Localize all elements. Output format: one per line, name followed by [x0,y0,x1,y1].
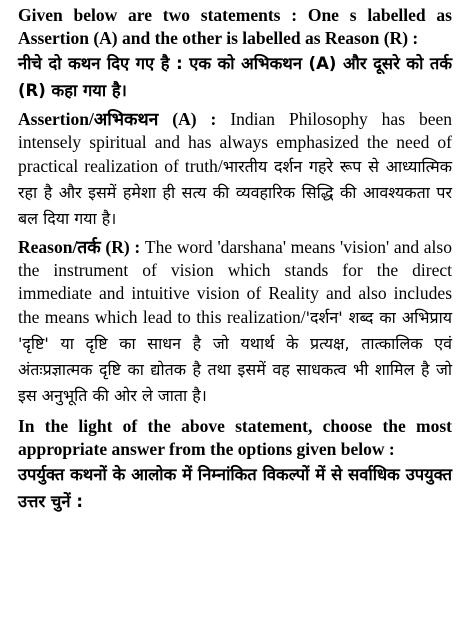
reason-hindi: 'दर्शन' शब्द का अभिप्राय 'दृष्टि' या दृष्टि का साधन है जो यथार्थ के प्रत्यक्ष, तात्कालिक एवं अंतःप्रज्ञात्मक दृष्टि का द्योतक है तथा इसमें वह साधकत्व भी शामिल है जो इस अनुभूति की ओर ले जाता है। [18,308,453,405]
assertion-hindi: भारतीय दर्शन गहरे रूप से आध्यात्मिक रहा है और इसमें हमेशा ही सत्य की व्यवहारिक सिद्धि की आवश्यकता पर बल दिया गया है। [18,157,452,228]
reason-label: Reason/तर्क (R) : [18,237,141,257]
reason-statement [18,236,452,409]
intro-english: Given below are two statements : One s labelled as Assertion (A) and the other is labelled as Reason (R) : [18,5,452,48]
assertion-english: Indian Philosophy has been intensely spiritual and has always emphasized the need of practical realization of truth/ [18,109,452,176]
question-hindi: उपर्युक्त कथनों के आलोक में निम्नांकित विकल्पों में से सर्वाधिक उपयुक्त उत्तर चुनें : [18,465,452,511]
question-document [18,4,452,515]
assertion-label: Assertion/अभिकथन (A) : [18,109,217,129]
reason-english: The word 'darshana' means 'vision' and also the instrument of vision which stands for the direct immediate and intuitive vision of Reality and also includes the means which lead to this realization/ [18,237,452,327]
intro-hindi: नीचे दो कथन दिए गए है : एक को अभिकथन (A) और दूसरे को तर्क (R) कहा गया है। [18,54,452,100]
question-english: In the light of the above statement, choose the most appropriate answer from the options given below : [18,416,452,459]
assertion-statement [18,108,452,232]
